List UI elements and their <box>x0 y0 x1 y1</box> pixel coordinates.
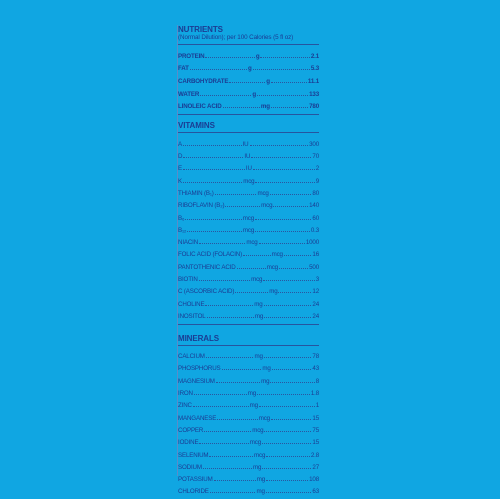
dot-leader <box>223 107 260 108</box>
nutrient-unit: mcg <box>257 189 269 197</box>
dot-leader <box>216 382 260 383</box>
nutrient-value: 300 <box>309 140 319 148</box>
nutrient-unit: mg <box>260 103 270 111</box>
divider <box>178 324 319 325</box>
nutrient-unit: mcg <box>254 451 266 459</box>
nutrient-name: LINOLEIC ACID <box>178 103 222 111</box>
nutrient-unit: mg <box>254 353 263 361</box>
nutrient-value: 70 <box>312 153 319 161</box>
dot-leader <box>272 369 312 370</box>
dot-leader <box>264 357 312 358</box>
nutrient-name: D <box>178 153 183 161</box>
nutrient-unit: g <box>266 78 270 86</box>
nutrients-list <box>178 47 319 110</box>
nutrient-name: COPPER <box>178 426 204 434</box>
dot-leader <box>203 468 252 469</box>
nutrient-name: SODIUM <box>178 463 202 471</box>
dot-leader <box>187 231 242 232</box>
nutrient-unit: mcg <box>258 414 270 422</box>
dot-leader <box>183 169 245 170</box>
dot-leader <box>183 182 242 183</box>
nutrient-name: IODINE <box>178 439 199 447</box>
dot-leader <box>222 369 262 370</box>
dot-leader <box>266 492 312 493</box>
dot-leader <box>237 268 266 269</box>
dot-leader <box>255 182 314 183</box>
divider <box>178 44 319 45</box>
nutrient-row <box>178 234 319 246</box>
nutrient-value: 1000 <box>305 239 319 247</box>
nutrient-value: 0.3 <box>310 226 319 234</box>
nutrient-unit: mg <box>254 300 263 308</box>
nutrient-value: 24 <box>312 300 319 308</box>
dot-leader <box>251 157 311 158</box>
dot-leader <box>264 317 311 318</box>
nutrient-row <box>178 483 319 495</box>
nutrient-value: 2 <box>315 165 319 173</box>
nutrient-unit: mg <box>262 365 271 373</box>
dot-leader <box>183 157 243 158</box>
nutrient-unit: mcg <box>243 177 255 185</box>
nutrient-row <box>178 308 319 320</box>
dot-leader <box>199 243 245 244</box>
nutrient-value: 27 <box>312 463 319 471</box>
dot-leader <box>259 406 315 407</box>
dot-leader <box>266 456 310 457</box>
dot-leader <box>271 82 307 83</box>
nutrient-value: 108 <box>309 476 319 484</box>
dot-leader <box>260 57 309 58</box>
nutrient-value: 133 <box>309 90 319 98</box>
nutrient-value: 140 <box>309 202 319 210</box>
nutrient-name: SELENIUM <box>178 451 209 459</box>
nutrient-name: MANGANESE <box>178 414 217 422</box>
dot-leader <box>257 95 308 96</box>
dot-leader <box>262 468 311 469</box>
nutrient-name: RIBOFLAVIN (B₂) <box>178 202 225 210</box>
nutrient-name: FOLIC ACID (FOLACIN) <box>178 251 243 259</box>
nutrient-unit: IU <box>245 165 252 173</box>
nutrient-row <box>178 222 319 234</box>
nutrient-unit: mg <box>256 488 265 496</box>
nutrient-row <box>178 397 319 409</box>
nutrient-row <box>178 160 319 172</box>
nutrient-row <box>178 295 319 307</box>
vitamins-title: VITAMINS <box>178 121 215 131</box>
nutrient-name: A <box>178 140 182 148</box>
dot-leader <box>235 292 268 293</box>
nutrient-row <box>178 409 319 421</box>
nutrient-value: 60 <box>312 214 319 222</box>
nutrient-name: CARBOHYDRATE <box>178 78 229 86</box>
dot-leader <box>284 255 312 256</box>
nutrient-name: THIAMIN (B₁) <box>178 189 214 197</box>
nutrient-row <box>178 72 319 85</box>
nutrient-unit: mg <box>254 312 264 320</box>
vitamins-list <box>178 135 319 319</box>
nutrient-row <box>178 348 319 360</box>
nutrient-value: 16 <box>312 251 319 259</box>
nutrient-name: IRON <box>178 390 193 398</box>
dot-leader <box>204 431 251 432</box>
dot-leader <box>194 394 247 395</box>
nutrient-value: 24 <box>312 312 319 320</box>
nutrient-unit: mcg <box>242 226 255 234</box>
nutrient-name: B₆ <box>178 214 185 222</box>
nutrients-title: NUTRIENTS <box>178 25 223 34</box>
nutrient-name: POTASSIUM <box>178 476 213 484</box>
dot-leader <box>255 231 310 232</box>
nutrient-row <box>178 148 319 160</box>
nutrient-row <box>178 258 319 270</box>
nutrient-unit: g <box>255 52 260 60</box>
nutrient-value: 500 <box>309 263 319 271</box>
nutrient-value: 8 <box>315 377 319 385</box>
nutrient-name: NIACIN <box>178 239 199 247</box>
dot-leader <box>264 305 312 306</box>
nutrient-row <box>178 434 319 446</box>
nutrient-value: 15 <box>312 439 319 447</box>
nutrient-row <box>178 47 319 60</box>
nutrient-row <box>178 372 319 384</box>
dot-leader <box>270 382 314 383</box>
nutrient-value: 78 <box>312 353 319 361</box>
dot-leader <box>264 431 311 432</box>
nutrient-name: PANTOTHENIC ACID <box>178 263 236 271</box>
nutrient-name: CALCIUM <box>178 353 205 361</box>
nutrient-row <box>178 60 319 73</box>
nutrient-row <box>178 385 319 397</box>
dot-leader <box>206 357 254 358</box>
nutrient-name: CHLORIDE <box>178 488 209 496</box>
nutrient-row <box>178 98 319 111</box>
nutrient-value: 1 <box>315 402 319 410</box>
nutrient-value: 2.8 <box>310 451 319 459</box>
nutrient-unit: g <box>252 90 256 98</box>
nutrient-row <box>178 271 319 283</box>
dot-leader <box>250 145 309 146</box>
nutrient-unit: mcg <box>251 276 263 283</box>
dot-leader <box>243 255 271 256</box>
dot-leader <box>190 69 247 70</box>
nutrient-unit: g <box>248 65 252 73</box>
nutrient-value: 12 <box>312 288 319 296</box>
nutrient-name: MAGNESIUM <box>178 377 215 385</box>
dot-leader <box>193 406 249 407</box>
nutrient-value: 1.8 <box>310 390 319 398</box>
nutrient-row <box>178 422 319 434</box>
nutrient-unit: mcg <box>249 439 262 447</box>
nutrient-row <box>178 185 319 197</box>
nutrient-unit: mcg <box>252 426 264 434</box>
dot-leader <box>217 419 257 420</box>
dot-leader <box>215 194 257 195</box>
nutrient-row <box>178 209 319 221</box>
nutrient-name: PROTEIN <box>178 52 205 60</box>
nutrient-name: K <box>178 177 182 185</box>
dot-leader <box>279 268 308 269</box>
dot-leader <box>259 243 305 244</box>
nutrients-subtitle: (Normal Dilution); per 100 Calories (5 fl oz) <box>178 34 294 41</box>
nutrient-name: FAT <box>178 65 189 73</box>
nutrient-unit: mg <box>269 288 278 296</box>
dot-leader <box>205 305 253 306</box>
dot-leader <box>273 206 308 207</box>
dot-leader <box>255 219 311 220</box>
dot-leader <box>225 206 260 207</box>
dot-leader <box>271 107 308 108</box>
nutrient-row <box>178 135 319 147</box>
dot-leader <box>278 292 311 293</box>
nutrient-name: B₁₂ <box>178 226 187 234</box>
dot-leader <box>199 280 250 281</box>
nutrient-unit: mg <box>261 377 270 385</box>
nutrient-name: E <box>178 165 182 173</box>
nutrient-unit: mg <box>256 476 266 484</box>
nutrient-row <box>178 172 319 184</box>
nutrient-unit: IU <box>242 140 249 148</box>
nutrient-unit: mcg <box>261 202 273 210</box>
dot-leader <box>271 419 311 420</box>
dot-leader <box>210 492 256 493</box>
dot-leader <box>207 317 254 318</box>
nutrient-name: INOSITOL <box>178 312 206 320</box>
nutrient-value: 75 <box>312 426 319 434</box>
nutrient-value: 63 <box>312 488 319 496</box>
nutrient-value: 780 <box>309 103 319 111</box>
nutrient-row <box>178 283 319 295</box>
nutrient-unit: mg <box>252 463 262 471</box>
nutrient-unit: IU <box>244 153 251 161</box>
nutrient-name: C (ASCORBIC ACID) <box>178 288 235 296</box>
nutrient-value: 15 <box>312 414 319 422</box>
nutrient-value: 9 <box>315 177 319 185</box>
dot-leader <box>262 443 311 444</box>
dot-leader <box>183 145 242 146</box>
nutrient-value: 43 <box>312 365 319 373</box>
nutrient-name: ZINC <box>178 402 192 410</box>
dot-leader <box>199 443 248 444</box>
dot-leader <box>253 169 315 170</box>
dot-leader <box>214 480 256 481</box>
dot-leader <box>263 280 314 281</box>
dot-leader <box>205 57 254 58</box>
nutrient-unit: mcg <box>271 251 283 259</box>
dot-leader <box>229 82 265 83</box>
nutrient-row <box>178 85 319 98</box>
nutrient-name: CHOLINE <box>178 300 205 308</box>
divider <box>178 114 319 115</box>
nutrient-name: BIOTIN <box>178 276 198 283</box>
nutrient-row <box>178 459 319 471</box>
dot-leader <box>209 456 253 457</box>
divider <box>178 345 319 346</box>
nutrition-panel <box>177 25 319 496</box>
dot-leader <box>266 480 308 481</box>
dot-leader <box>253 69 310 70</box>
nutrient-unit: mcg <box>246 239 258 247</box>
nutrient-row <box>178 471 319 483</box>
nutrient-value: 2.1 <box>310 52 319 60</box>
nutrient-value: 80 <box>312 189 319 197</box>
dot-leader <box>200 95 251 96</box>
dot-leader <box>270 194 312 195</box>
nutrient-row <box>178 446 319 458</box>
minerals-list <box>178 348 319 496</box>
nutrient-row <box>178 197 319 209</box>
dot-leader <box>257 394 310 395</box>
divider <box>178 132 319 133</box>
dot-leader <box>185 219 241 220</box>
nutrient-unit: mcg <box>242 214 254 222</box>
nutrient-unit: mcg <box>266 263 278 271</box>
nutrient-name: PHOSPHORUS <box>178 365 221 373</box>
nutrient-unit: mg <box>247 390 257 398</box>
nutrient-name: WATER <box>178 90 200 98</box>
nutrient-row <box>178 246 319 258</box>
nutrient-value: 3 <box>315 276 319 283</box>
nutrient-row <box>178 360 319 372</box>
minerals-title: MINERALS <box>178 333 219 343</box>
nutrient-unit: mg <box>249 402 258 410</box>
nutrient-value: 5.3 <box>310 65 319 73</box>
nutrient-value: 11.1 <box>307 78 319 86</box>
